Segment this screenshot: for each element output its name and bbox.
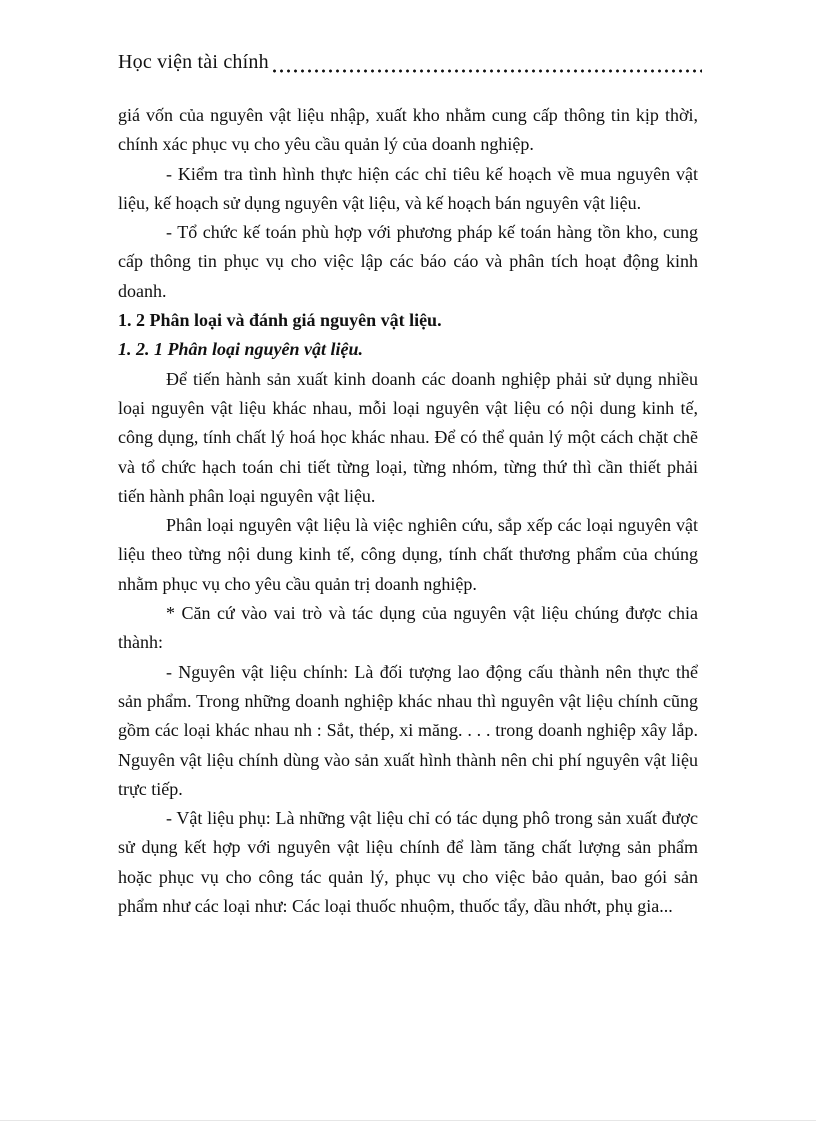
header-dotted-leader (271, 69, 702, 73)
paragraph: Để tiến hành sản xuất kinh doanh các doanh nghiệp phải sử dụng nhiều loại nguyên vật liệu khác nhau, mỗi loại nguyên vật liệu có nội dung kinh tế, công dụng, tính chất lý hoá học khác nhau. Để có thể quản lý một cách chặt chẽ và tổ chức hạch toán chi tiết từng loại, từng nhóm, từng thứ thì cần thiết phải tiến hành phân loại nguyên vật liệu. (118, 368, 698, 506)
paragraph: giá vốn của nguyên vật liệu nhập, xuất kho nhằm cung cấp thông tin kịp thời, chính xác phục vụ cho yêu cầu quản lý của doanh nghiệp. (118, 105, 698, 155)
paragraph: Phân loại nguyên vật liệu là việc nghiên cứu, sắp xếp các loại nguyên vật liệu theo từng nội dung kinh tế, công dụng, tính chất thương phẩm của chúng nhằm phục vụ cho yêu cầu quản trị doanh nghiệp. (118, 515, 698, 594)
header-title: Học viện tài chính (118, 51, 269, 73)
paragraph: - Vật liệu phụ: Là những vật liệu chỉ có tác dụng phô trong sản xuất được sử dụng kết hợp với nguyên vật liệu chính để làm tăng chất lượng sản phẩm hoặc phục vụ cho công tác quản lý, phục vụ cho việc bảo quản, bao gói sản phẩm như các loại như: Các loại thuốc nhuộm, thuốc tẩy, dầu nhớt, phụ gia... (118, 808, 698, 917)
subsection-heading: 1. 2. 1 Phân loại nguyên vật liệu. (118, 339, 364, 360)
section-heading: 1. 2 Phân loại và đánh giá nguyên vật liệu. (118, 310, 442, 331)
paragraph: - Kiểm tra tình hình thực hiện các chỉ tiêu kế hoạch về mua nguyên vật liệu, kế hoạch sử dụng nguyên vật liệu, và kế hoạch bán nguyên vật liệu. (118, 163, 698, 213)
paragraph: * Căn cứ vào vai trò và tác dụng của nguyên vật liệu chúng được chia thành: (118, 603, 698, 653)
page-header (118, 50, 702, 74)
paragraph: - Tổ chức kế toán phù hợp với phương pháp kế toán hàng tồn kho, cung cấp thông tin phục vụ cho việc lập các báo cáo và phân tích hoạt động kinh doanh. (118, 222, 698, 301)
page-bottom-edge (0, 1120, 816, 1121)
paragraph: - Nguyên vật liệu chính: Là đối tượng lao động cấu thành nên thực thể sản phẩm. Trong những doanh nghiệp khác nhau thì nguyên vật liệu chính cũng gồm các loại khác nhau nh : Sắt, thép, xi măng. . . . trong doanh nghiệp xây lắp. Nguyên vật liệu chính dùng vào sản xuất hình thành nên chi phí nguyên vật liệu trực tiếp. (118, 661, 698, 799)
document-body (118, 101, 698, 921)
